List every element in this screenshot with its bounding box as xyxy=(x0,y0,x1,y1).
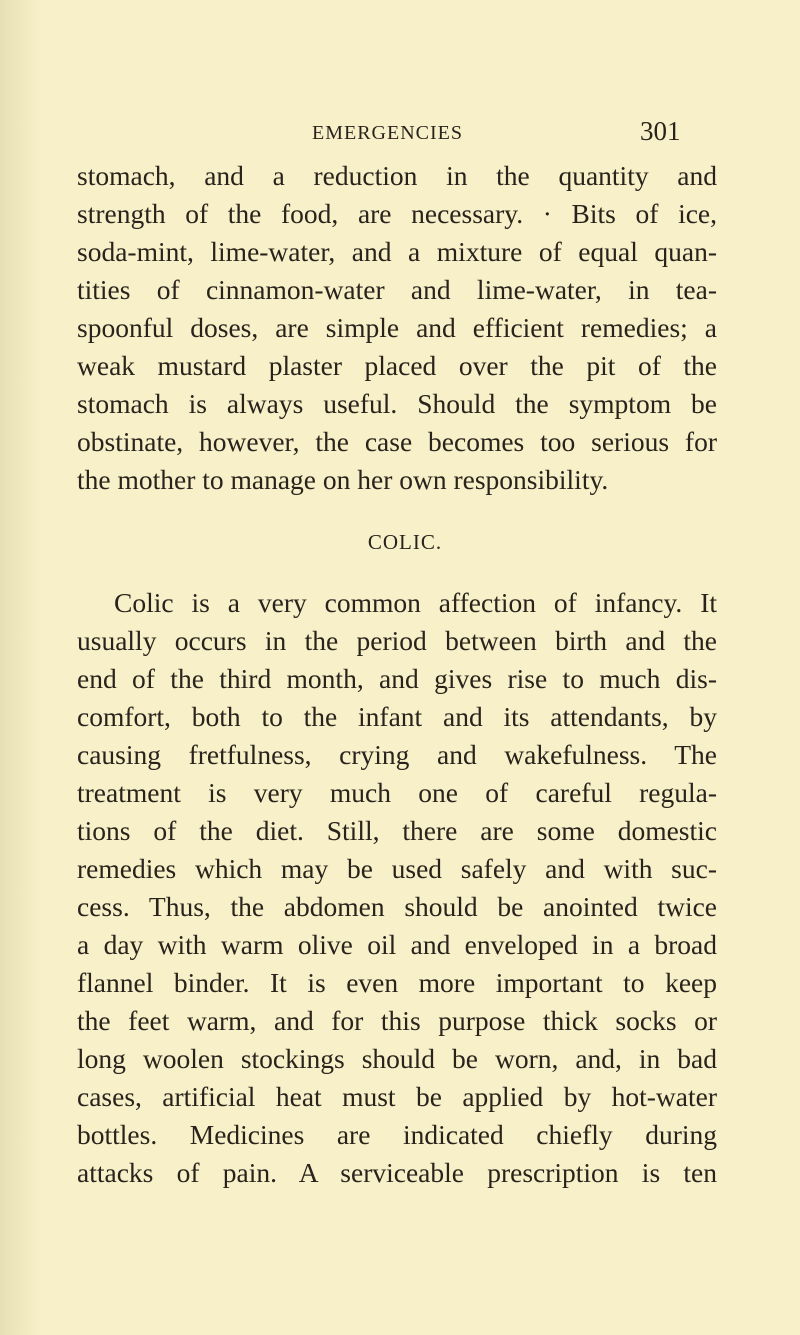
paragraph-continuation xyxy=(77,157,717,499)
text-line: stomach, and a reduction in the quantity and xyxy=(77,160,717,191)
text-line: soda-mint, lime-water, and a mixture of equal quan- xyxy=(77,236,717,267)
section-heading: COLIC. xyxy=(367,530,443,554)
text-line: cess. Thus, the abdomen should be anointed twice xyxy=(77,891,717,922)
text-line: causing fretfulness, crying and wakefulness. The xyxy=(77,739,717,770)
text-line: stomach is always useful. Should the symptom be xyxy=(77,388,717,419)
text-line: flannel binder. It is even more important to keep xyxy=(77,967,717,998)
text-line: the mother to manage on her own responsibility. xyxy=(77,464,609,495)
paragraph-colic xyxy=(77,584,717,1192)
running-head xyxy=(0,118,800,148)
text-line: tities of cinnamon-water and lime-water, in tea- xyxy=(77,274,717,305)
page-number: 301 xyxy=(640,116,681,146)
text-line: comfort, both to the infant and its attendants, by xyxy=(77,701,717,732)
text-line: spoonful doses, are simple and efficient remedies; a xyxy=(77,312,717,343)
text-line: bottles. Medicines are indicated chiefly during xyxy=(77,1119,717,1150)
text-line: strength of the food, are necessary. · Bits of ice, xyxy=(77,198,717,229)
text-line: a day with warm olive oil and enveloped in a broad xyxy=(77,929,717,960)
running-title: EMERGENCIES xyxy=(312,122,463,144)
text-line: remedies which may be used safely and with suc- xyxy=(77,853,717,884)
text-line: obstinate, however, the case becomes too serious for xyxy=(77,426,717,457)
text-line: cases, artificial heat must be applied by hot-water xyxy=(77,1081,717,1112)
text-line: treatment is very much one of careful regula- xyxy=(77,777,717,808)
text-line: Colic is a very common affection of infancy. It xyxy=(114,587,717,618)
text-line: the feet warm, and for this purpose thick socks or xyxy=(77,1005,717,1036)
text-line: long woolen stockings should be worn, and, in bad xyxy=(77,1043,717,1074)
text-line: tions of the diet. Still, there are some domestic xyxy=(77,815,717,846)
text-line: end of the third month, and gives rise to much dis- xyxy=(77,663,717,694)
text-line: attacks of pain. A serviceable prescription is ten xyxy=(77,1157,717,1188)
text-line: weak mustard plaster placed over the pit of the xyxy=(77,350,717,381)
text-line: usually occurs in the period between birth and the xyxy=(77,625,717,656)
